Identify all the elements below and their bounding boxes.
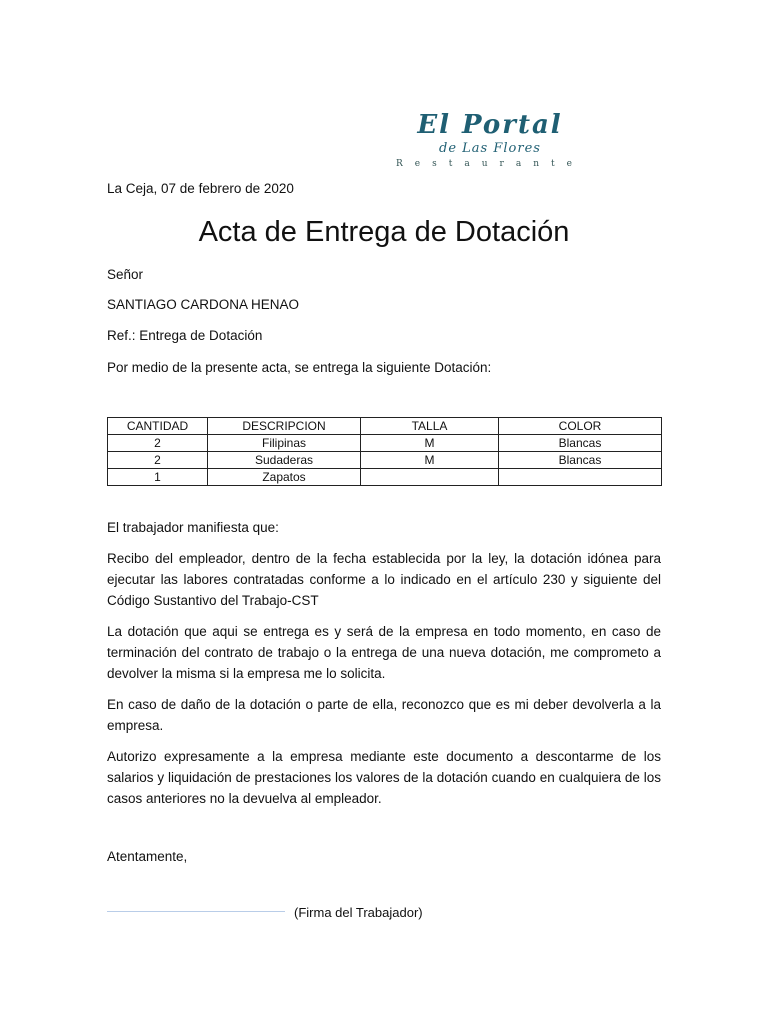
closing: Atentamente,: [107, 849, 188, 864]
table-cell: Zapatos: [208, 469, 361, 486]
paragraph-damage: En caso de daño de la dotación o parte de ella, reconozco que es mi deber devolverla a la empresa.: [107, 697, 661, 733]
logo-text-sub: de Las Flores: [439, 141, 541, 156]
statement-section: [107, 517, 661, 819]
statement-intro: El trabajador manifiesta que:: [107, 520, 279, 535]
signature-line: [107, 911, 285, 912]
header-cell: TALLA: [361, 418, 499, 435]
table-cell: Blancas: [499, 452, 662, 469]
table-cell: Filipinas: [208, 435, 361, 452]
table-cell: 2: [108, 452, 208, 469]
document-title: Acta de Entrega de Dotación: [198, 216, 570, 248]
table-row: [108, 469, 662, 486]
paragraph-authorization: Autorizo expresamente a la empresa mediante este documento a descontarme de los salarios y liquidación de prestaciones los valores de la dotación cuando en cualquiera de los casos anteriores no la devuelva al empleador.: [107, 749, 661, 806]
header-cell: DESCRIPCION: [208, 418, 361, 435]
signature-label: (Firma del Trabajador): [294, 905, 423, 920]
table-header-row: [108, 418, 662, 435]
table-cell: M: [361, 435, 499, 452]
table-cell: Sudaderas: [208, 452, 361, 469]
table-cell: [361, 469, 499, 486]
table-cell: M: [361, 452, 499, 469]
header-cell: CANTIDAD: [108, 418, 208, 435]
table-cell: 2: [108, 435, 208, 452]
table-cell: Blancas: [499, 435, 662, 452]
header-cell: COLOR: [499, 418, 662, 435]
table-cell: 1: [108, 469, 208, 486]
logo-text-tagline: Restaurante: [396, 159, 584, 169]
paragraph-ownership: La dotación que aqui se entrega es y será de la empresa en todo momento, en caso de terminación del contrato de trabajo o la entrega de una nueva dotación, me comprometo a devolver la misma si la empresa me lo solicita.: [107, 624, 661, 681]
reference-line: Ref.: Entrega de Dotación: [107, 328, 263, 343]
salutation: Señor: [107, 267, 144, 282]
table-cell: [499, 469, 662, 486]
paragraph-receipt: Recibo del empleador, dentro de la fecha establecida por la ley, la dotación idónea para ejecutar las labores contratadas conforme a lo indicado en el artículo 230 y siguiente del Código Sustantivo del Trabajo-CST: [107, 551, 661, 608]
restaurant-logo: [335, 110, 645, 172]
intro-text: Por medio de la presente acta, se entrega la siguiente Dotación:: [107, 360, 492, 375]
table-row: [108, 435, 662, 452]
table-row: [108, 452, 662, 469]
document-date: La Ceja, 07 de febrero de 2020: [107, 181, 294, 196]
items-table: [107, 417, 662, 486]
recipient-name: SANTIAGO CARDONA HENAO: [107, 297, 300, 312]
logo-text-main: El Portal: [417, 110, 563, 140]
